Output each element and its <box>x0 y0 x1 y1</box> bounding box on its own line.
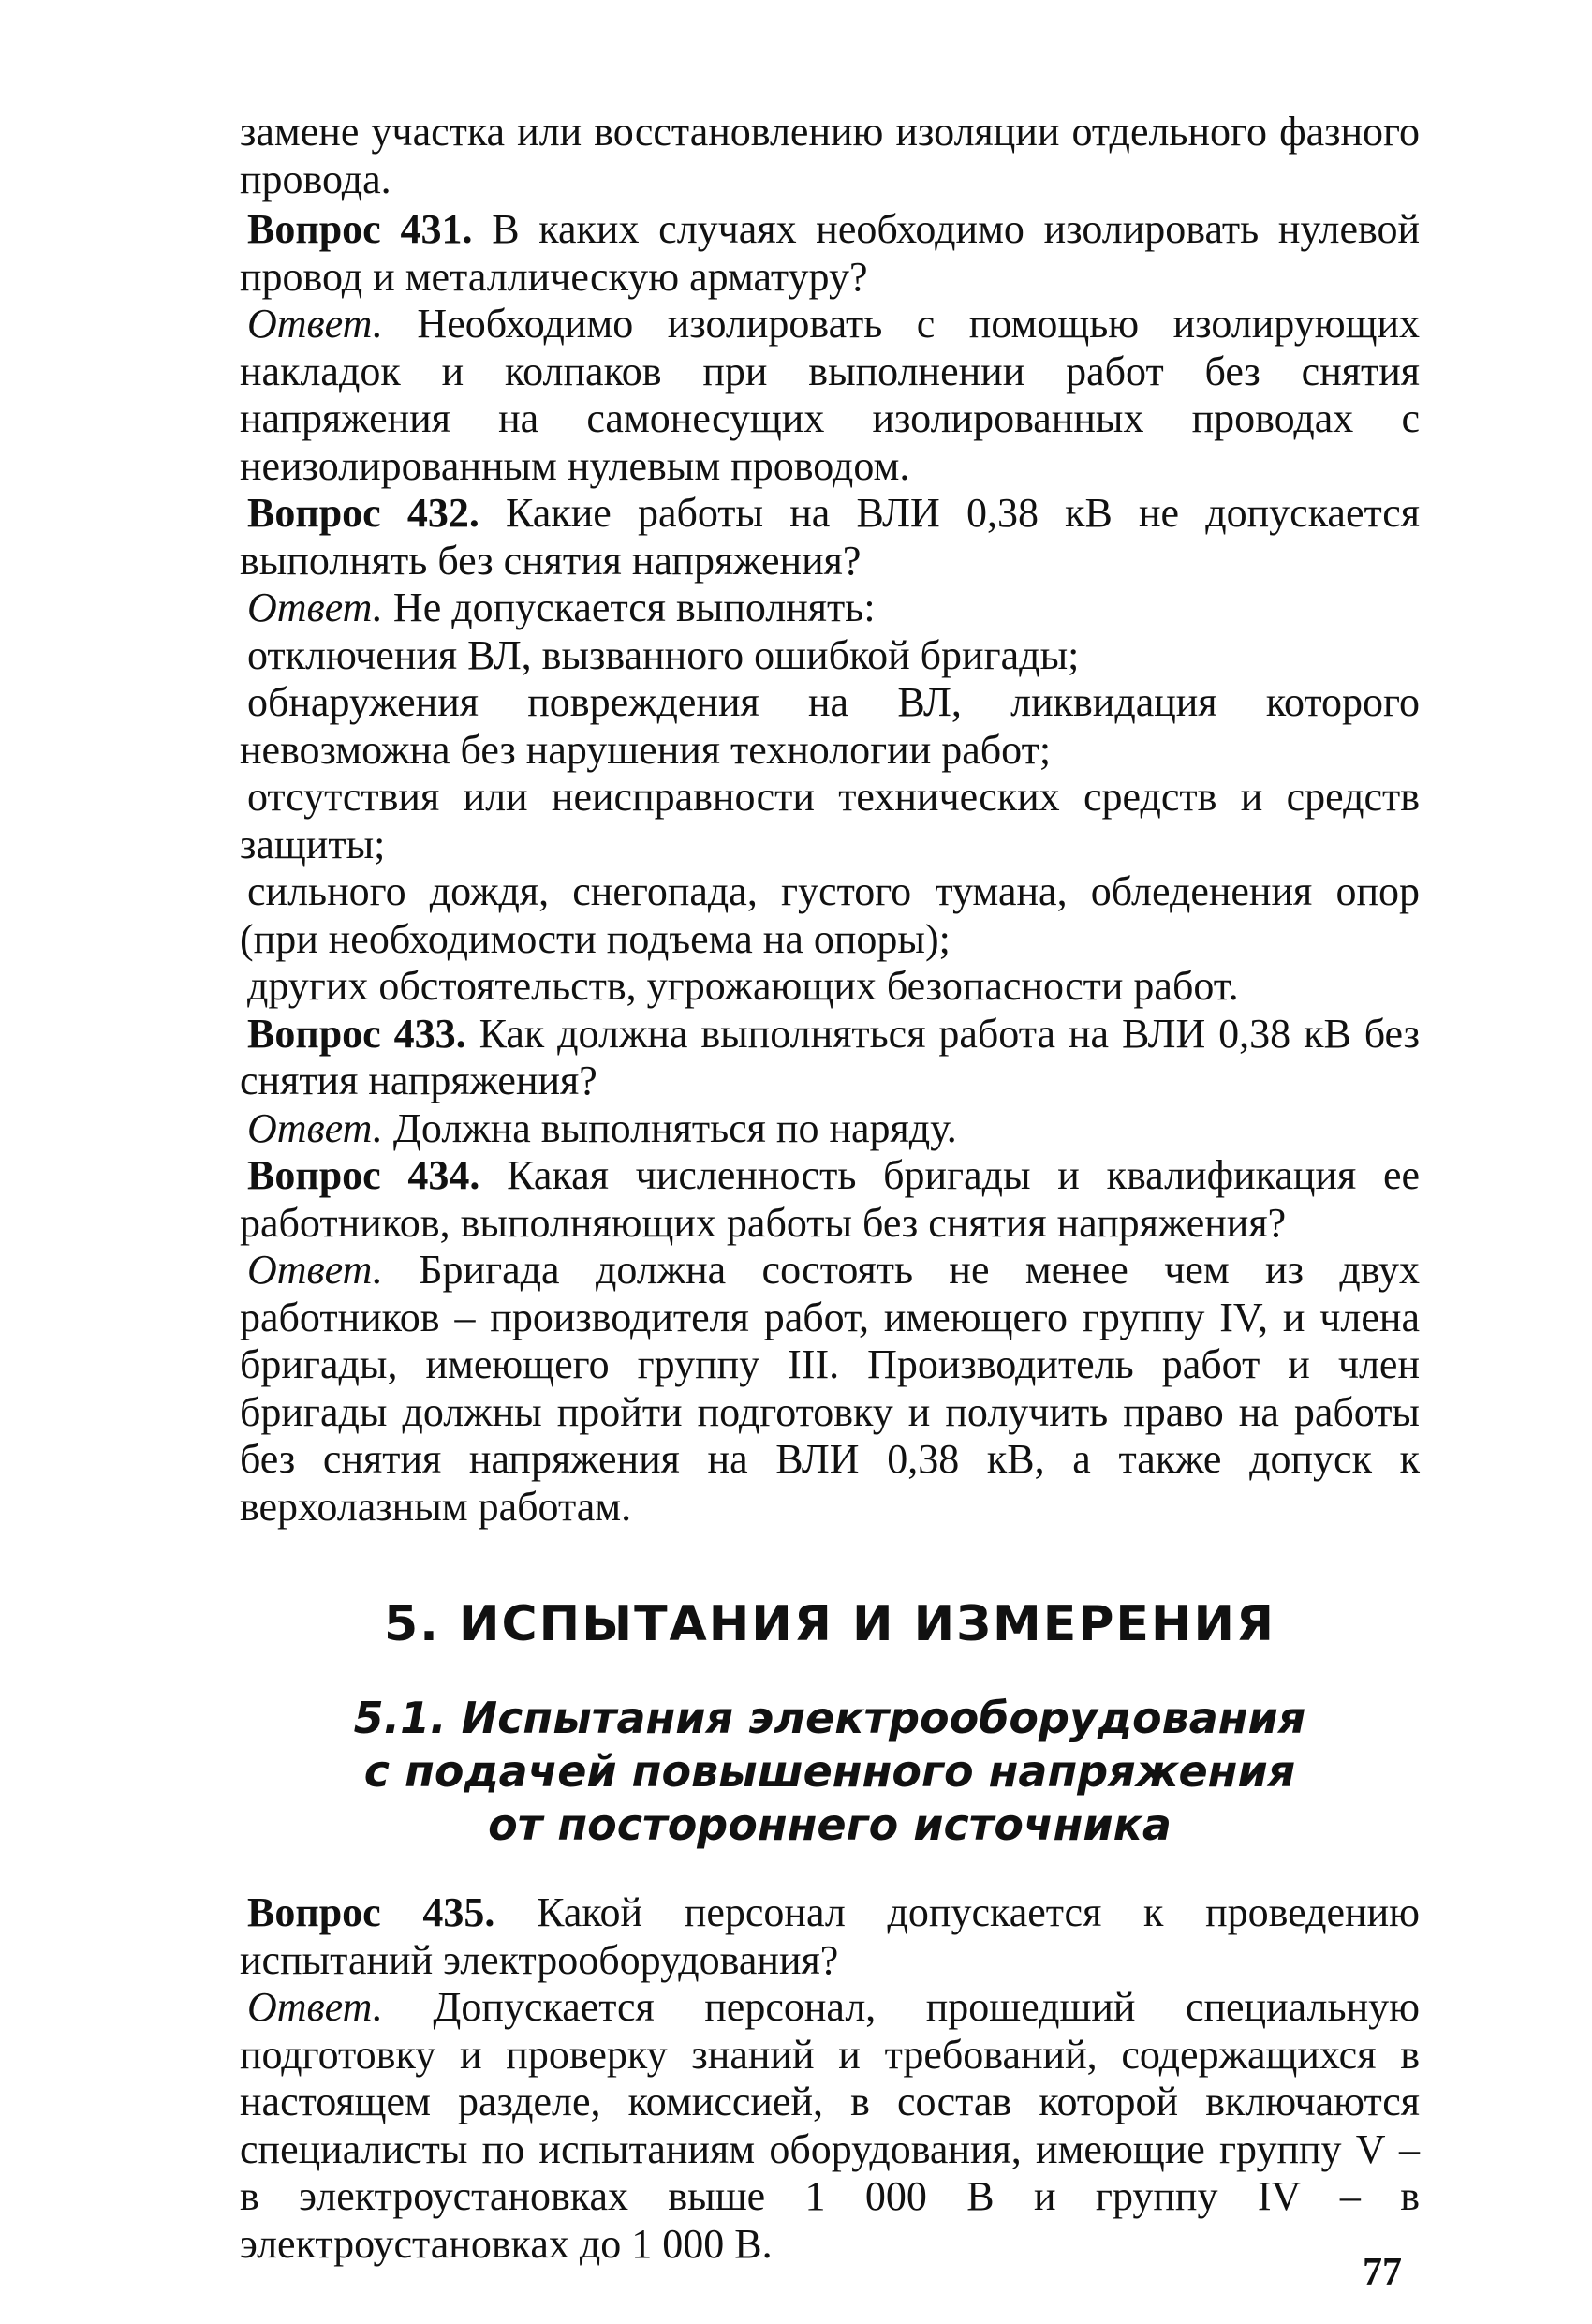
question-433-text: Как должна выполняться работа на ВЛИ 0,38 кВ без снятия напряжения? <box>240 1010 1421 1103</box>
question-432 <box>240 490 1420 585</box>
question-434 <box>240 1152 1420 1247</box>
answer-435-label: Ответ. <box>247 1984 383 2030</box>
answer-432-label: Ответ. <box>247 585 383 630</box>
answer-431-label: Ответ. <box>247 301 383 347</box>
answer-433-text: Должна выполняться по наряду. <box>382 1104 957 1151</box>
answer-431 <box>240 301 1420 490</box>
question-431 <box>240 206 1420 301</box>
question-431-text: В каких случаях необходимо изолировать нулевой провод и металлическую арматуру? <box>240 206 1420 300</box>
section-title: 5. ИСПЫТАНИЯ И ИЗМЕРЕНИЯ <box>383 1596 1276 1652</box>
answer-432-item: обнаружения повреждения на ВЛ, ликвидация которого невозможна без нарушения технологии работ; <box>240 679 1420 773</box>
answer-435 <box>240 1984 1420 2268</box>
question-434-text: Какая численность бригады и квалификация ее работников, выполняющих работы без снятия напряжения? <box>240 1152 1420 1246</box>
answer-433-label: Ответ. <box>247 1104 383 1151</box>
answer-432-text: Не допускается выполнять: <box>382 585 876 630</box>
subsection-title-line: от постороннего источника <box>488 1799 1172 1850</box>
subsection-title-line: с подачей повышенного напряжения <box>363 1746 1296 1797</box>
page-content <box>240 109 1420 2268</box>
question-435 <box>240 1889 1420 1984</box>
answer-433 <box>240 1105 1420 1153</box>
answer-431-text: Необходимо изолировать с помощью изолирующих накладок и колпаков при выполнении работ без снятия напряжения на самонесущих изолированных проводах с неизолированным нулевым проводом. <box>240 301 1420 489</box>
answer-434 <box>240 1247 1420 1531</box>
top-continuation: замене участка или восстановлению изоляции отдельного фазного провода. <box>240 109 1420 202</box>
question-434-label: Вопрос 434. <box>247 1152 480 1198</box>
question-432-text: Какие работы на ВЛИ 0,38 кВ не допускается выполнять без снятия напряжения? <box>240 490 1421 584</box>
answer-432-item: других обстоятельств, угрожающих безопасности работ. <box>247 963 1239 1009</box>
question-435-text: Какой персонал допускается к проведению испытаний электрооборудования? <box>240 1889 1420 1983</box>
subsection-title <box>240 1692 1420 1852</box>
answer-434-label: Ответ. <box>247 1247 383 1293</box>
subsection-title-line: 5.1. Испытания электрооборудования <box>353 1693 1306 1743</box>
answer-432-item: отключения ВЛ, вызванного ошибкой бригады; <box>247 631 1080 678</box>
question-433 <box>240 1011 1420 1105</box>
answer-432-item: отсутствия или неисправности технических средств и средств защиты; <box>240 774 1420 867</box>
question-431-label: Вопрос 431. <box>247 206 473 252</box>
answer-432-item: сильного дождя, снегопада, густого тумана, обледенения опор (при необходимости подъема на опоры); <box>240 868 1420 962</box>
answer-435-text: Допускается персонал, прошедший специальную подготовку и проверку знаний и требований, содержащихся в настоящем разделе, комиссией, в состав которой включаются специалисты по испытаниям оборудования, имеющие группу V – в электроустановках выше 1 000 В и группу IV – в электроустановках до 1 000 В. <box>240 1984 1420 2267</box>
answer-434-text: Бригада должна состоять не менее чем из двух работников – производителя работ, имеющего группу IV, и члена бригады, имеющего группу III. Производитель работ и член бригады должны пройти подготовку и получить право на работы без снятия напряжения на ВЛИ 0,38 кВ, а также допуск к верхолазным работам. <box>240 1247 1420 1530</box>
question-432-label: Вопрос 432. <box>247 490 479 536</box>
question-435-label: Вопрос 435. <box>247 1889 495 1935</box>
question-433-label: Вопрос 433. <box>247 1010 466 1057</box>
answer-432 <box>240 585 1420 632</box>
page-number: 77 <box>1363 2251 1402 2294</box>
